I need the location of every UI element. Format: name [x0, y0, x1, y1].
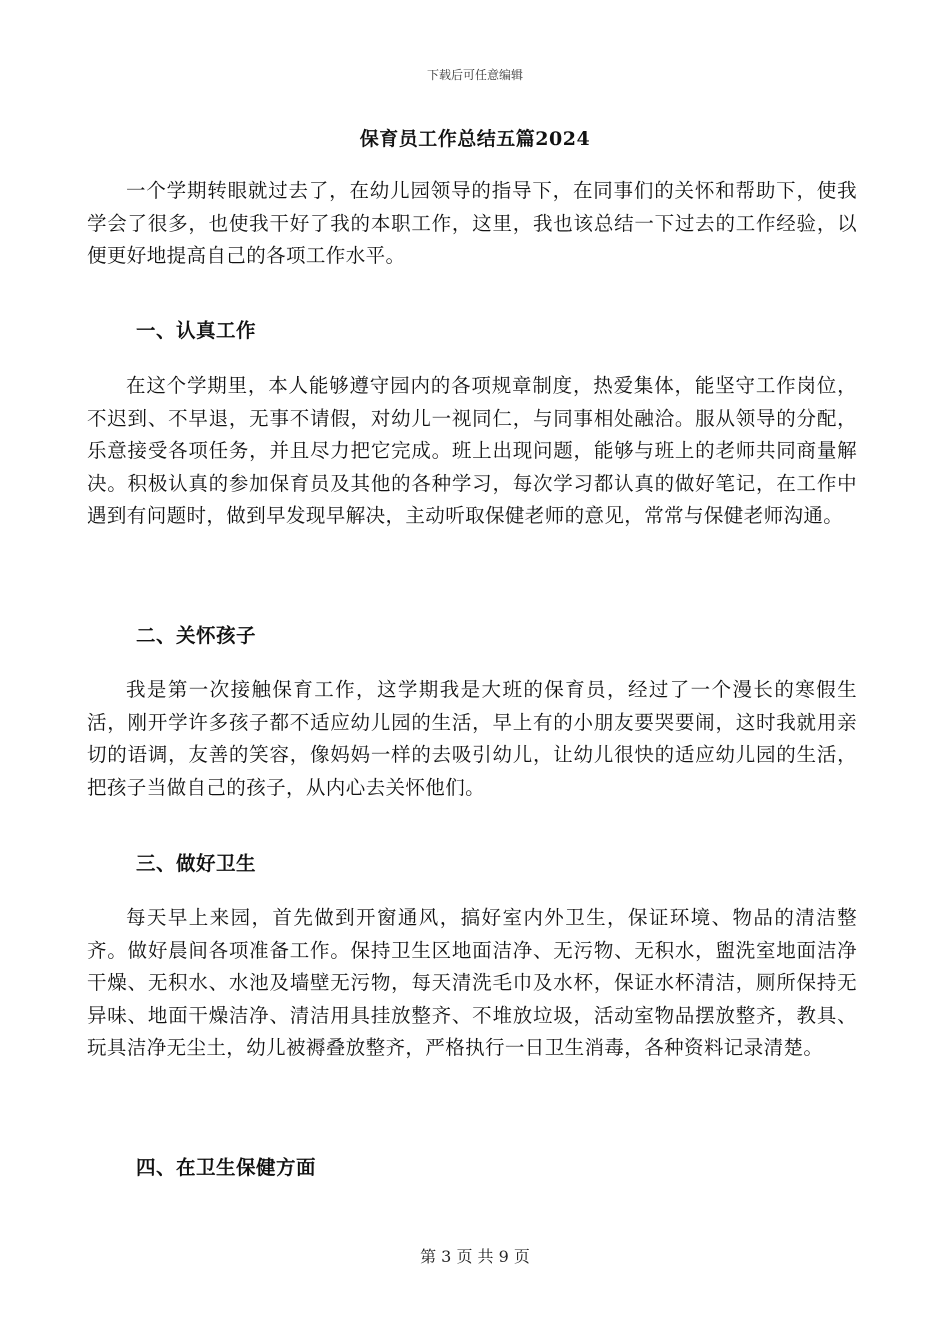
- document-title: 保育员工作总结五篇2024: [359, 128, 591, 150]
- section-text-1: 在这个学期里，本人能够遵守园内的各项规章制度，热爱集体，能坚守工作岗位，不迟到、不早退，无事不请假，对幼儿一视同仁，与同事相处融洽。服从领导的分配，乐意接受各项任务，并且尽力把它完成。班上出现问题，能够与班上的老师共同商量解决。积极认真的参加保育员及其他的各种学习，每次学习都认真的做好笔记，在工作中遇到有问题时，做到早发现早解决，主动听取保健老师的意见，常常与保健老师沟通。: [87, 374, 857, 527]
- section-text-2: 我是第一次接触保育工作，这学期我是大班的保育员，经过了一个漫长的寒假生活，刚开学许多孩子都不适应幼儿园的生活，早上有的小朋友要哭要闹，这时我就用亲切的语调，友善的笑容，像妈妈一样的去吸引幼儿，让幼儿很快的适应幼儿园的生活，把孩子当做自己的孩子，从内心去关怀他们。: [87, 678, 857, 799]
- section-paragraph-3: [87, 902, 857, 1065]
- header-note: 下载后可任意编辑: [426, 68, 523, 82]
- intro-paragraph: [87, 175, 857, 273]
- section-heading-1: 一、认真工作: [136, 319, 257, 342]
- section-heading-2: 二、关怀孩子: [136, 624, 257, 647]
- section-heading-3: 三、做好卫生: [136, 852, 257, 875]
- section-text-3: 每天早上来园，首先做到开窗通风，搞好室内外卫生，保证环境、物品的清洁整齐。做好晨间各项准备工作。保持卫生区地面洁净、无污物、无积水，盥洗室地面洁净干燥、无积水、水池及墙壁无污物，每天清洗毛巾及水杯，保证水杯清洁，厕所保持无异味、地面干燥洁净、清洁用具挂放整齐、不堆放垃圾，活动室物品摆放整齐，教具、玩具洁净无尘土，幼儿被褥叠放整齐，严格执行一日卫生消毒，各种资料记录清楚。: [87, 906, 857, 1059]
- section-paragraph-1: [87, 370, 857, 533]
- section-heading-4: 四、在卫生保健方面: [136, 1156, 317, 1179]
- section-paragraph-2: [87, 674, 857, 804]
- intro-text: 一个学期转眼就过去了，在幼儿园领导的指导下，在同事们的关怀和帮助下，使我学会了很多，也使我干好了我的本职工作，这里，我也该总结一下过去的工作经验，以便更好地提高自己的各项工作水平。: [87, 179, 857, 267]
- footer-page-number: 第 3 页 共 9 页: [420, 1247, 530, 1266]
